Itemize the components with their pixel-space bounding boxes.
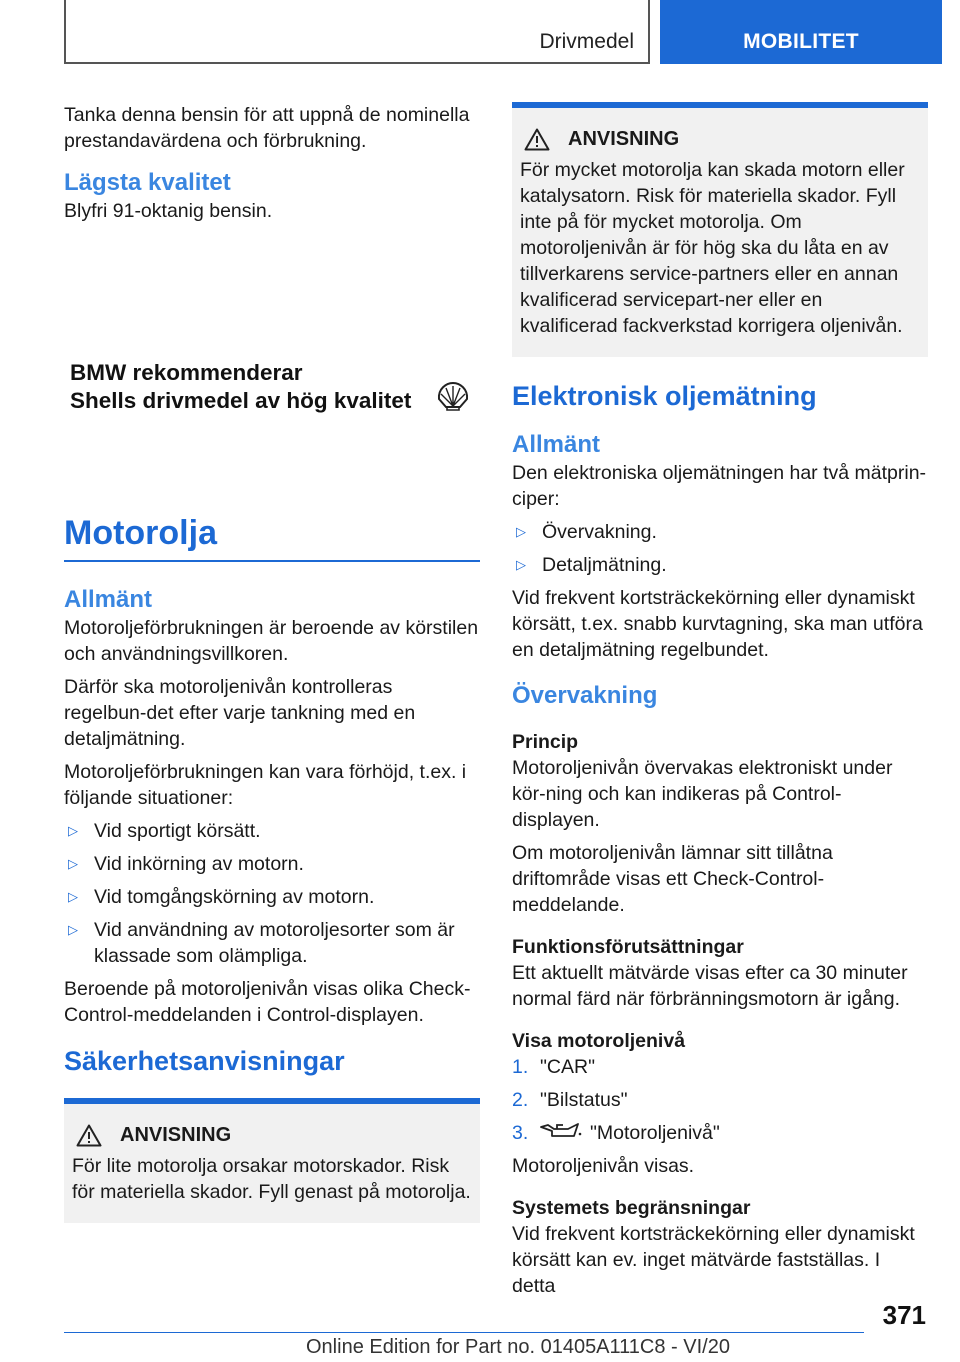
footer-rule: [64, 1332, 864, 1333]
oil-can-icon: [540, 1122, 582, 1142]
principles-text: Den elektroniska oljemätningen har två mätprin-ciper:: [512, 462, 927, 510]
bullet-triangle-icon: ▷: [68, 823, 78, 838]
warning-triangle-icon: [524, 128, 550, 151]
oil-level-shown-text: Motoroljenivån visas.: [512, 1155, 695, 1177]
monitoring-heading: Övervakning: [512, 682, 658, 709]
detail-measure-text: Vid frekvent kortsträckekörning eller dynamiskt körsätt, t.ex. snabb kurvtagning, ska man utföra en detaljmätning regelbundet.: [512, 587, 923, 661]
min-quality-text: Blyfri 91-oktanig bensin.: [64, 200, 273, 222]
step-item: 3. "Motoroljenivå": [512, 1122, 720, 1144]
system-limits-heading: Systemets begränsningar: [512, 1197, 751, 1219]
shell-recommendation-text: [70, 359, 411, 415]
electronic-oil-title: Elektronisk oljemätning: [512, 381, 817, 411]
bullet-triangle-icon: ▷: [516, 524, 526, 539]
safety-heading: Säkerhetsanvisningar: [64, 1046, 345, 1076]
system-limits-text: Vid frekvent kortsträckekörning eller dynamiskt körsätt kan ev. inget mätvärde fastställas. I detta: [512, 1223, 915, 1297]
fuel-intro-text: Tanka denna bensin för att uppnå de nominella prestandavärdena och förbrukning.: [64, 104, 470, 152]
list-item: ▷ Detaljmätning.: [516, 554, 667, 576]
warning-text: För mycket motorolja kan skada motorn eller katalysatorn. Risk för materiella skador. Fyll inte på för mycket motorolja. Om motoroljenivån är för hög ska du låta en av tillverkarens service-partners eller en annan kvalificerad servicepart-ner eller en kvalificerad fackverkstad korrigera oljenivån.: [520, 159, 905, 337]
warning-triangle-icon: [76, 1124, 102, 1147]
list-item: ▷ Vid sportigt körsätt.: [68, 820, 261, 842]
check-control-text: Beroende på motoroljenivån visas olika Check-Control-meddelanden i Control-displayen.: [64, 978, 471, 1026]
right-column: [512, 102, 928, 1306]
oil-situations-text: Motoroljeförbrukningen kan vara förhöjd, t.ex. i följande situationer:: [64, 761, 467, 809]
step-item: 1. "CAR": [512, 1056, 596, 1078]
warning-box-right: [512, 102, 928, 357]
bullet-triangle-icon: ▷: [68, 922, 78, 937]
list-item: ▷ Vid tomgångskörning av motorn.: [68, 886, 375, 908]
oil-consumption-text: Motoroljeförbrukningen är beroende av körstilen och användningsvillkoren.: [64, 617, 479, 665]
edition-text: Online Edition for Part no. 01405A111C8 - VI/20: [306, 1336, 730, 1358]
oil-check-text: Därför ska motoroljenivån kontrolleras regelbun-det efter varje tankning med en detaljmätning.: [64, 676, 416, 750]
principle-text-2: Om motoroljenivån lämnar sitt tillåtna driftområde visas ett Check-Control-meddelande.: [512, 842, 833, 916]
general-heading-right: Allmänt: [512, 431, 601, 458]
shell-line-2: Shells drivmedel av hög kvalitet: [70, 388, 412, 413]
principles-list: [512, 519, 928, 578]
function-conditions-text: Ett aktuellt mätvärde visas efter ca 30 minuter normal färd när förbränningsmotorn är igång.: [512, 962, 908, 1010]
page-number: 371: [882, 1300, 926, 1330]
function-conditions-heading: Funktionsförutsättningar: [512, 936, 744, 958]
bullet-triangle-icon: ▷: [516, 557, 526, 572]
situations-list: [64, 818, 480, 969]
warning-title: ANVISNING: [568, 128, 680, 150]
section-title: Drivmedel: [539, 30, 634, 53]
header-frame: [64, 0, 650, 64]
principle-heading: Princip: [512, 731, 579, 753]
list-item: ▷ Övervakning.: [516, 521, 657, 543]
warning-text: För lite motorolja orsakar motorskador. Risk för materiella skador. Fyll genast på motorolja.: [72, 1155, 471, 1203]
shell-logo-icon: [436, 381, 470, 411]
left-column: [64, 102, 480, 1223]
general-heading-left: Allmänt: [64, 586, 153, 613]
bullet-triangle-icon: ▷: [68, 856, 78, 871]
warning-header: [520, 128, 920, 151]
min-quality-heading: Lägsta kvalitet: [64, 169, 231, 196]
list-item: ▷ Vid inkörning av motorn.: [68, 853, 304, 875]
show-oil-level-heading: Visa motoroljenivå: [512, 1030, 686, 1052]
title-rule: [64, 560, 480, 562]
chapter-tab[interactable]: MOBILITET: [660, 0, 942, 64]
steps-list: [512, 1054, 928, 1146]
step-item: 2. "Bilstatus": [512, 1089, 628, 1111]
warning-box-left: [64, 1098, 480, 1223]
bullet-triangle-icon: ▷: [68, 889, 78, 904]
shell-line-1: BMW rekommenderar: [70, 360, 303, 385]
list-item: ▷ Vid användning av motoroljesorter som är klassade som olämpliga.: [68, 919, 455, 967]
principle-text-1: Motoroljenivån övervakas elektroniskt under kör-ning och kan indikeras på Control-displayen.: [512, 757, 893, 831]
warning-header: [72, 1124, 472, 1147]
warning-title: ANVISNING: [120, 1124, 232, 1146]
motor-oil-title: Motorolja: [64, 514, 217, 552]
shell-recommendation: [64, 231, 480, 501]
